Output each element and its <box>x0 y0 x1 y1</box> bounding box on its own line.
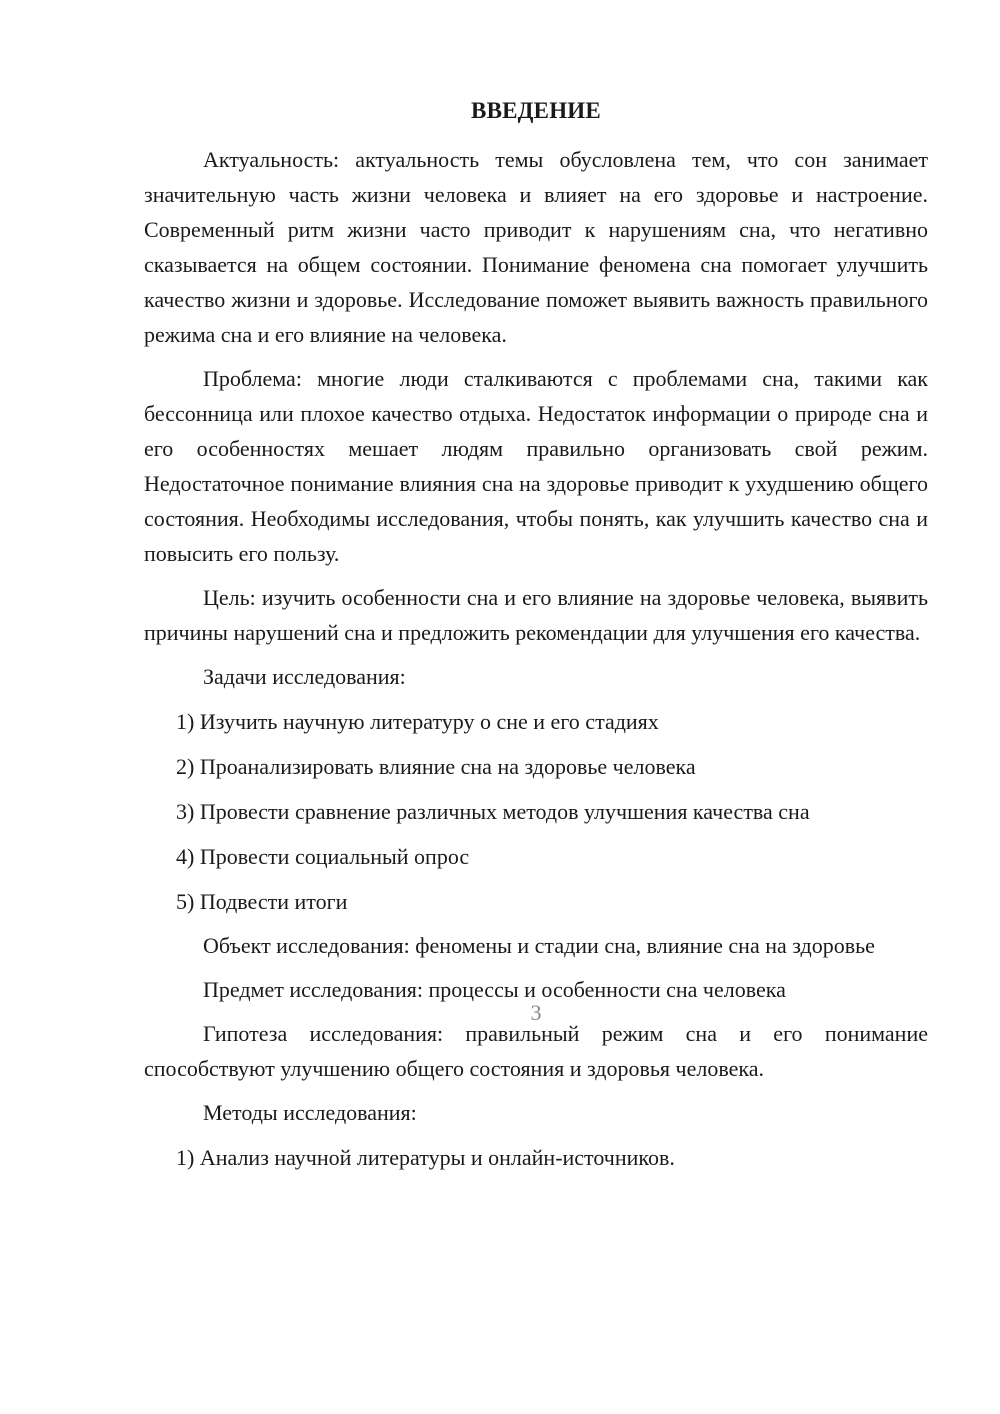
tasks-heading: Задачи исследования: <box>203 664 406 689</box>
relevance-paragraph: Актуальность: актуальность темы обусловлена тем, что сон занимает значительную часть жизни человека и влияет на его здоровье и настроение. Современный ритм жизни часто приводит к нарушениям сна, что негативно сказывается на общем состоянии. Понимание феномена сна помогает улучшить качество жизни и здоровье. Исследование поможет выявить важность правильного режима сна и его влияние на человека. <box>144 147 928 347</box>
subject-paragraph: Предмет исследования: процессы и особенности сна человека <box>203 977 786 1002</box>
task-item: 4) Провести социальный опрос <box>176 844 470 869</box>
task-item: 1) Изучить научную литературу о сне и его стадиях <box>176 709 659 734</box>
page-title: ВВЕДЕНИЕ <box>471 98 601 123</box>
goal-paragraph: Цель: изучить особенности сна и его влияние на здоровье человека, выявить причины нарушений сна и предложить рекомендации для улучшения его качества. <box>144 585 928 645</box>
method-item: 1) Анализ научной литературы и онлайн-источников. <box>176 1145 675 1170</box>
object-paragraph: Объект исследования: феномены и стадии сна, влияние сна на здоровье <box>203 933 875 958</box>
task-item: 5) Подвести итоги <box>176 889 348 914</box>
task-item: 2) Проанализировать влияние сна на здоровье человека <box>176 754 696 779</box>
methods-heading: Методы исследования: <box>203 1100 417 1125</box>
problem-paragraph: Проблема: многие люди сталкиваются с проблемами сна, такими как бессонница или плохое качество отдыха. Недостаток информации о природе сна и его особенностях мешает людям правильно организовать свой режим. Недостаточное понимание влияния сна на здоровье приводит к ухудшению общего состояния. Необходимы исследования, чтобы понять, как улучшить качество сна и повысить его пользу. <box>144 366 928 566</box>
methods-list <box>144 1140 928 1175</box>
task-item: 3) Провести сравнение различных методов улучшения качества сна <box>176 799 810 824</box>
page-number: 3 <box>530 1000 542 1025</box>
tasks-list <box>144 704 928 919</box>
hypothesis-paragraph: Гипотеза исследования: правильный режим сна и его понимание способствуют улучшению общего состояния и здоровья человека. <box>144 1021 928 1081</box>
